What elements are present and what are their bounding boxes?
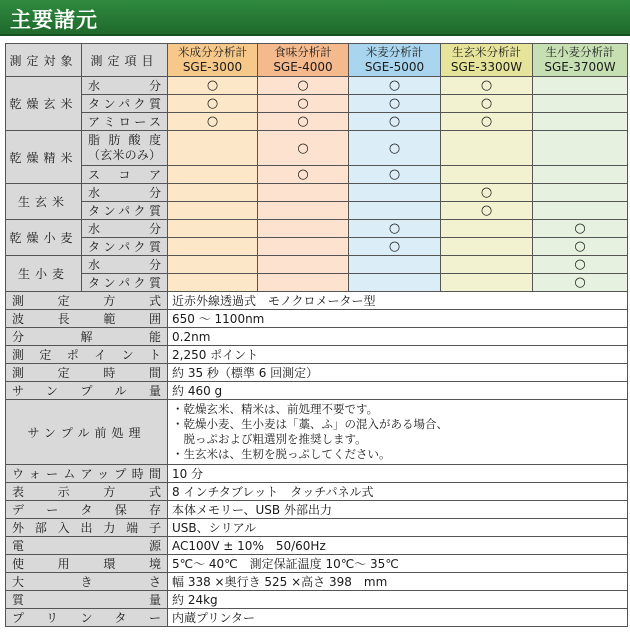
empty-cell (349, 274, 441, 292)
supported-mark: ○ (349, 77, 441, 95)
item-label: 水分 (82, 256, 168, 274)
supported-mark: ○ (349, 95, 441, 113)
empty-cell (168, 274, 258, 292)
empty-cell (441, 131, 533, 166)
spec-value: 5℃～ 40℃ 測定保証温度 10℃～ 35℃ (168, 555, 628, 573)
supported-mark: ○ (258, 166, 349, 184)
empty-cell (258, 238, 349, 256)
spec-value: 約 460 g (168, 382, 628, 400)
empty-cell (349, 184, 441, 202)
item-label: タンパク質 (82, 202, 168, 220)
spec-label: 測定時間 (6, 364, 168, 382)
matrix-row (6, 95, 628, 113)
item-label-main: 脂肪酸度 (88, 133, 161, 147)
item-label: 水分 (82, 220, 168, 238)
supported-mark: ○ (258, 113, 349, 131)
supported-mark: ○ (258, 131, 349, 166)
spec-value: 近赤外線透過式 モノクロメーター型 (168, 292, 628, 310)
item-label: アミロース (82, 113, 168, 131)
supported-mark: ○ (441, 113, 533, 131)
matrix-row (6, 238, 628, 256)
supported-mark: ○ (349, 220, 441, 238)
note-line: ・乾燥小麦、生小麦は「藁、ふ」の混入がある場合、 (172, 417, 448, 431)
supported-mark: ○ (441, 184, 533, 202)
empty-cell (168, 238, 258, 256)
empty-cell (533, 166, 628, 184)
spec-row-size (6, 573, 628, 591)
empty-cell (533, 95, 628, 113)
spec-row-power (6, 537, 628, 555)
supported-mark: ○ (168, 77, 258, 95)
empty-cell (168, 131, 258, 166)
supported-mark: ○ (533, 220, 628, 238)
spec-row-points (6, 346, 628, 364)
item-label: タンパク質 (82, 95, 168, 113)
spec-value: 約 35 秒（標準 6 回測定） (168, 364, 628, 382)
target-label: 乾燥精米 (6, 131, 82, 184)
empty-cell (441, 220, 533, 238)
item-label: 水分 (82, 184, 168, 202)
note-line: ・生玄米は、生籾を脱っぷしてください。 (172, 447, 391, 461)
spec-label: 分解能 (6, 328, 168, 346)
target-label: 生小麦 (6, 256, 82, 292)
empty-cell (533, 77, 628, 95)
spec-value: 本体メモリー、USB 外部出力 (168, 501, 628, 519)
spec-label: ウォームアップ時間 (6, 465, 168, 483)
spec-value: 650 ～ 1100nm (168, 310, 628, 328)
spec-row-mass (6, 591, 628, 609)
supported-mark: ○ (168, 113, 258, 131)
spec-value: 8 インチタブレット タッチパネル式 (168, 483, 628, 501)
spec-label: 測定ポイント (6, 346, 168, 364)
supported-mark: ○ (441, 95, 533, 113)
empty-cell (258, 202, 349, 220)
spec-row-display (6, 483, 628, 501)
empty-cell (168, 184, 258, 202)
spec-row-time (6, 364, 628, 382)
spec-body (6, 292, 628, 627)
empty-cell (168, 202, 258, 220)
empty-cell (441, 166, 533, 184)
spec-row-warmup (6, 465, 628, 483)
spec-value: AC100V ± 10% 50/60Hz (168, 537, 628, 555)
spec-value: 内蔵プリンター (168, 609, 628, 627)
note-line: ・乾燥玄米、精米は、前処理不要です。 (172, 402, 379, 416)
matrix-row (6, 274, 628, 292)
supported-mark: ○ (168, 95, 258, 113)
spec-row-wavelength (6, 310, 628, 328)
item-label: 水分 (82, 77, 168, 95)
supported-mark: ○ (349, 166, 441, 184)
empty-cell (441, 256, 533, 274)
supported-mark: ○ (349, 131, 441, 166)
supported-mark: ○ (349, 238, 441, 256)
model-header: 生玄米分析計 SGE-3300W (441, 44, 533, 77)
matrix-row (6, 77, 628, 95)
spec-value: 0.2nm (168, 328, 628, 346)
title-bar (0, 0, 630, 36)
empty-cell (168, 256, 258, 274)
model-header: 食味分析計 SGE-4000 (258, 44, 349, 77)
spec-row-method (6, 292, 628, 310)
empty-cell (349, 256, 441, 274)
empty-cell (533, 113, 628, 131)
spec-label: サンプル量 (6, 382, 168, 400)
matrix-row (6, 131, 628, 166)
header-item: 測定項目 (82, 44, 168, 77)
supported-mark: ○ (258, 95, 349, 113)
empty-cell (533, 184, 628, 202)
spec-value: USB、シリアル (168, 519, 628, 537)
spec-label: データ保存 (6, 501, 168, 519)
target-label: 生玄米 (6, 184, 82, 220)
matrix-row (6, 113, 628, 131)
item-label (82, 131, 168, 166)
supported-mark: ○ (441, 77, 533, 95)
target-label: 乾燥小麦 (6, 220, 82, 256)
empty-cell (533, 131, 628, 166)
item-label: タンパク質 (82, 274, 168, 292)
empty-cell (258, 220, 349, 238)
spec-value: 2,250 ポイント (168, 346, 628, 364)
empty-cell (441, 274, 533, 292)
spec-label: 波長範囲 (6, 310, 168, 328)
spec-value: 幅 338 ×奥行き 525 ×高さ 398 mm (168, 573, 628, 591)
supported-mark: ○ (258, 77, 349, 95)
spec-value: 10 分 (168, 465, 628, 483)
spec-label: サンプル前処理 (6, 400, 168, 465)
item-label: タンパク質 (82, 238, 168, 256)
empty-cell (349, 202, 441, 220)
model-header: 生小麦分析計 SGE-3700W (533, 44, 628, 77)
spec-row-storage (6, 501, 628, 519)
spec-label: 質量 (6, 591, 168, 609)
matrix-row (6, 184, 628, 202)
empty-cell (441, 238, 533, 256)
empty-cell (258, 184, 349, 202)
spec-value: 約 24kg (168, 591, 628, 609)
spec-label: 表示方式 (6, 483, 168, 501)
supported-mark: ○ (349, 113, 441, 131)
header-row (6, 44, 628, 77)
matrix-row (6, 202, 628, 220)
empty-cell (258, 256, 349, 274)
spec-row-io (6, 519, 628, 537)
supported-mark: ○ (533, 256, 628, 274)
empty-cell (258, 274, 349, 292)
matrix-row (6, 220, 628, 238)
spec-label: 使用環境 (6, 555, 168, 573)
target-label: 乾燥玄米 (6, 77, 82, 131)
model-header: 米麦分析計 SGE-5000 (349, 44, 441, 77)
matrix-body (6, 44, 628, 292)
matrix-row (6, 256, 628, 274)
spec-row-printer (6, 609, 628, 627)
spec-row-prep (6, 400, 628, 465)
model-header: 米成分分析計 SGE-3000 (168, 44, 258, 77)
matrix-row (6, 166, 628, 184)
spec-table (5, 43, 628, 627)
spec-value-notes (168, 400, 628, 465)
header-target: 測定対象 (6, 44, 82, 77)
spec-label: 外部入出力端子 (6, 519, 168, 537)
item-label: スコア (82, 166, 168, 184)
empty-cell (168, 166, 258, 184)
supported-mark: ○ (533, 274, 628, 292)
spec-row-env (6, 555, 628, 573)
empty-cell (533, 202, 628, 220)
spec-label: 大きさ (6, 573, 168, 591)
spec-label: 測定方式 (6, 292, 168, 310)
spec-label: プリンター (6, 609, 168, 627)
page-title: 主要諸元 (10, 8, 98, 32)
spec-row-resolution (6, 328, 628, 346)
spec-row-sample (6, 382, 628, 400)
spec-label: 電源 (6, 537, 168, 555)
supported-mark: ○ (533, 238, 628, 256)
supported-mark: ○ (441, 202, 533, 220)
note-line: 脱っぷおよび粗選別を推奨します。 (172, 432, 367, 446)
empty-cell (168, 220, 258, 238)
item-label-sub: （玄米のみ） (88, 148, 161, 162)
